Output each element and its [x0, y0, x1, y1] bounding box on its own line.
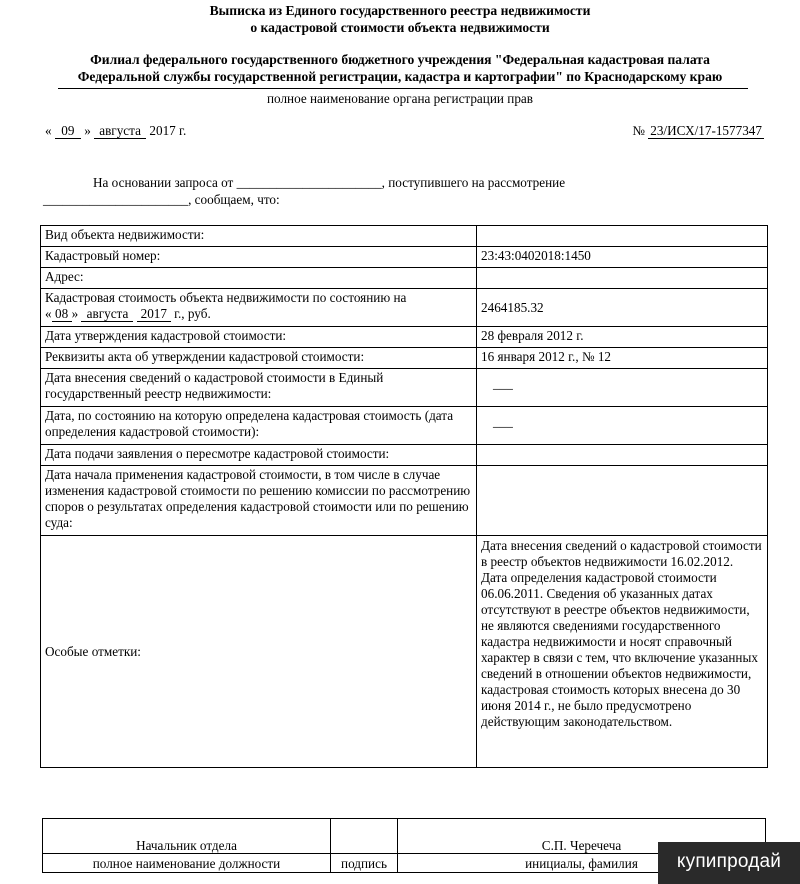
row-label: Дата подачи заявления о пересмотре кадастровой стоимости: — [41, 445, 477, 466]
row-label: Дата начала применения кадастровой стоимости, в том числе в случае изменения кадастровой стоимости по решению комиссии по рассмотрению споров о результатах определения кадастровой стоимости или по решению суда: — [41, 466, 477, 536]
cost-label-text: Кадастровая стоимость объекта недвижимости по состоянию на — [45, 290, 407, 305]
organization-caption: полное наименование органа регистрации прав — [266, 91, 533, 106]
document-number-value: 23/ИСХ/17-1577347 — [650, 123, 762, 138]
issue-date — [45, 123, 186, 139]
organization-name-line-2: Федеральной службы государственной регистрации, кадастра и картографии" по Краснодарскому краю — [77, 69, 723, 84]
organization-name — [0, 51, 800, 85]
document-number — [632, 123, 764, 139]
row-label: Дата утверждения кадастровой стоимости: — [41, 327, 477, 348]
empty-dash: ___ — [493, 376, 513, 391]
cost-date-suffix: г., руб. — [174, 306, 211, 321]
issue-date-quote-close: » — [84, 123, 91, 138]
table-row — [41, 445, 768, 466]
table-row — [41, 369, 768, 407]
approval-date: 28 февраля 2012 г. — [477, 327, 768, 348]
table-row — [41, 226, 768, 247]
special-notes: Дата внесения сведений о кадастровой стоимости в реестр объектов недвижимости 16.02.2012. Дата определения кадастровой стоимости 06.06.2011. Сведения об указанных датах отсутствуют в реестре объектов недвижимости, не являются сведениями государственного кадастра недвижимости и носят справочный характер в связи с тем, что включение указанных сведений в отношении объектов недвижимости, кадастровая стоимость которых внесена до 30 июня 2014 г., не было предусмотрено действующим законодательством. — [477, 536, 768, 768]
organization-underline — [58, 88, 748, 89]
row-label: Особые отметки: — [41, 536, 477, 768]
document-title-line-1: Выписка из Единого государственного реестра недвижимости — [209, 3, 591, 18]
issue-date-year: 2017 г. — [149, 123, 187, 138]
signatory-name: С.П. Черечеча — [398, 819, 766, 854]
row-value — [477, 407, 768, 445]
row-value — [477, 466, 768, 536]
row-label: Вид объекта недвижимости: — [41, 226, 477, 247]
row-label: Адрес: — [41, 268, 477, 289]
position-caption: полное наименование должности — [43, 854, 331, 873]
request-date-blank: ______________________ — [236, 175, 382, 190]
cadastral-number: 23:43:0402018:1450 — [477, 247, 768, 268]
cost-date-quote-open: « — [45, 306, 52, 321]
table-row — [41, 348, 768, 369]
request-paragraph — [43, 174, 743, 208]
row-label: Дата, по состоянию на которую определена кадастровая стоимость (дата определения кадастровой стоимости): — [41, 407, 477, 445]
table-row — [41, 536, 768, 768]
row-label: Дата внесения сведений о кадастровой стоимости в Единый государственный реестр недвижимости: — [41, 369, 477, 407]
row-value — [477, 445, 768, 466]
request-prefix: На основании запроса от — [93, 175, 234, 190]
document-title-line-2: о кадастровой стоимости объекта недвижимости — [250, 20, 550, 35]
signatory-position: Начальник отдела — [43, 819, 331, 854]
table-row — [41, 289, 768, 327]
empty-dash: ___ — [493, 414, 513, 429]
row-label: Реквизиты акта об утверждении кадастровой стоимости: — [41, 348, 477, 369]
issue-date-quote-open: « — [45, 123, 52, 138]
cost-date-year: 2017 — [137, 307, 171, 322]
cadastral-cost: 2464185.32 — [477, 289, 768, 327]
issue-date-day: 09 — [55, 124, 81, 139]
name-caption: инициалы, фамилия — [398, 854, 766, 873]
cost-date — [45, 306, 471, 322]
row-value — [477, 226, 768, 247]
row-value — [477, 369, 768, 407]
table-row — [41, 466, 768, 536]
row-value — [477, 268, 768, 289]
cost-date-quote-close: » — [71, 306, 79, 321]
signatory-signature — [331, 819, 398, 854]
issue-date-month: августа — [94, 124, 146, 139]
cadastral-info-table — [40, 225, 768, 768]
site-watermark: купипродай — [658, 842, 800, 884]
document-title — [0, 2, 800, 36]
row-label — [41, 289, 477, 327]
request-middle: , поступившего на рассмотрение — [381, 175, 566, 190]
request-number-blank: ______________________ — [43, 192, 189, 207]
row-label: Кадастровый номер: — [41, 247, 477, 268]
request-suffix: , сообщаем, что: — [188, 192, 280, 207]
table-row — [41, 247, 768, 268]
signature-caption: подпись — [331, 854, 398, 873]
table-row — [41, 407, 768, 445]
cost-date-day: 08 — [52, 307, 72, 322]
table-row — [41, 268, 768, 289]
table-row — [41, 327, 768, 348]
organization-name-line-1: Филиал федерального государственного бюджетного учреждения "Федеральная кадастровая палата — [90, 52, 710, 67]
document-number-sign: № — [632, 123, 645, 138]
approval-act: 16 января 2012 г., № 12 — [477, 348, 768, 369]
cost-date-month: августа — [81, 307, 133, 322]
